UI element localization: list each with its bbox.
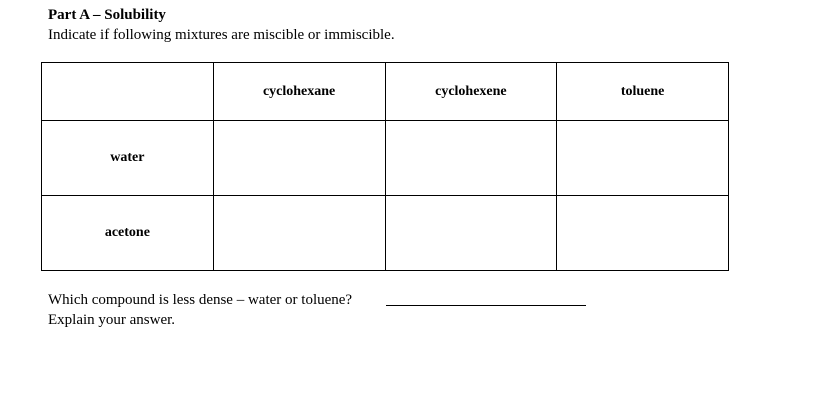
cell-water-cyclohexane[interactable] [213,121,385,196]
table-row-water [42,121,729,196]
solubility-table [41,62,729,271]
cell-acetone-cyclohexene[interactable] [385,196,557,271]
cell-water-toluene[interactable] [557,121,729,196]
row-header-acetone: acetone [42,196,214,271]
column-header-cyclohexene: cyclohexene [385,63,557,121]
table-row-acetone [42,196,729,271]
cell-water-cyclohexene[interactable] [385,121,557,196]
table-corner-cell [42,63,214,121]
column-header-toluene: toluene [557,63,729,121]
density-question: Which compound is less dense – water or toluene? [48,292,353,308]
section-heading: Part A – Solubility [48,7,166,23]
row-header-water: water [42,121,214,196]
cell-acetone-toluene[interactable] [557,196,729,271]
answer-blank-line[interactable] [386,305,586,306]
explain-prompt: Explain your answer. [48,312,176,328]
table-header-row [42,63,729,121]
instruction-text: Indicate if following mixtures are miscible or immiscible. [48,27,395,43]
cell-acetone-cyclohexane[interactable] [213,196,385,271]
column-header-cyclohexane: cyclohexane [213,63,385,121]
